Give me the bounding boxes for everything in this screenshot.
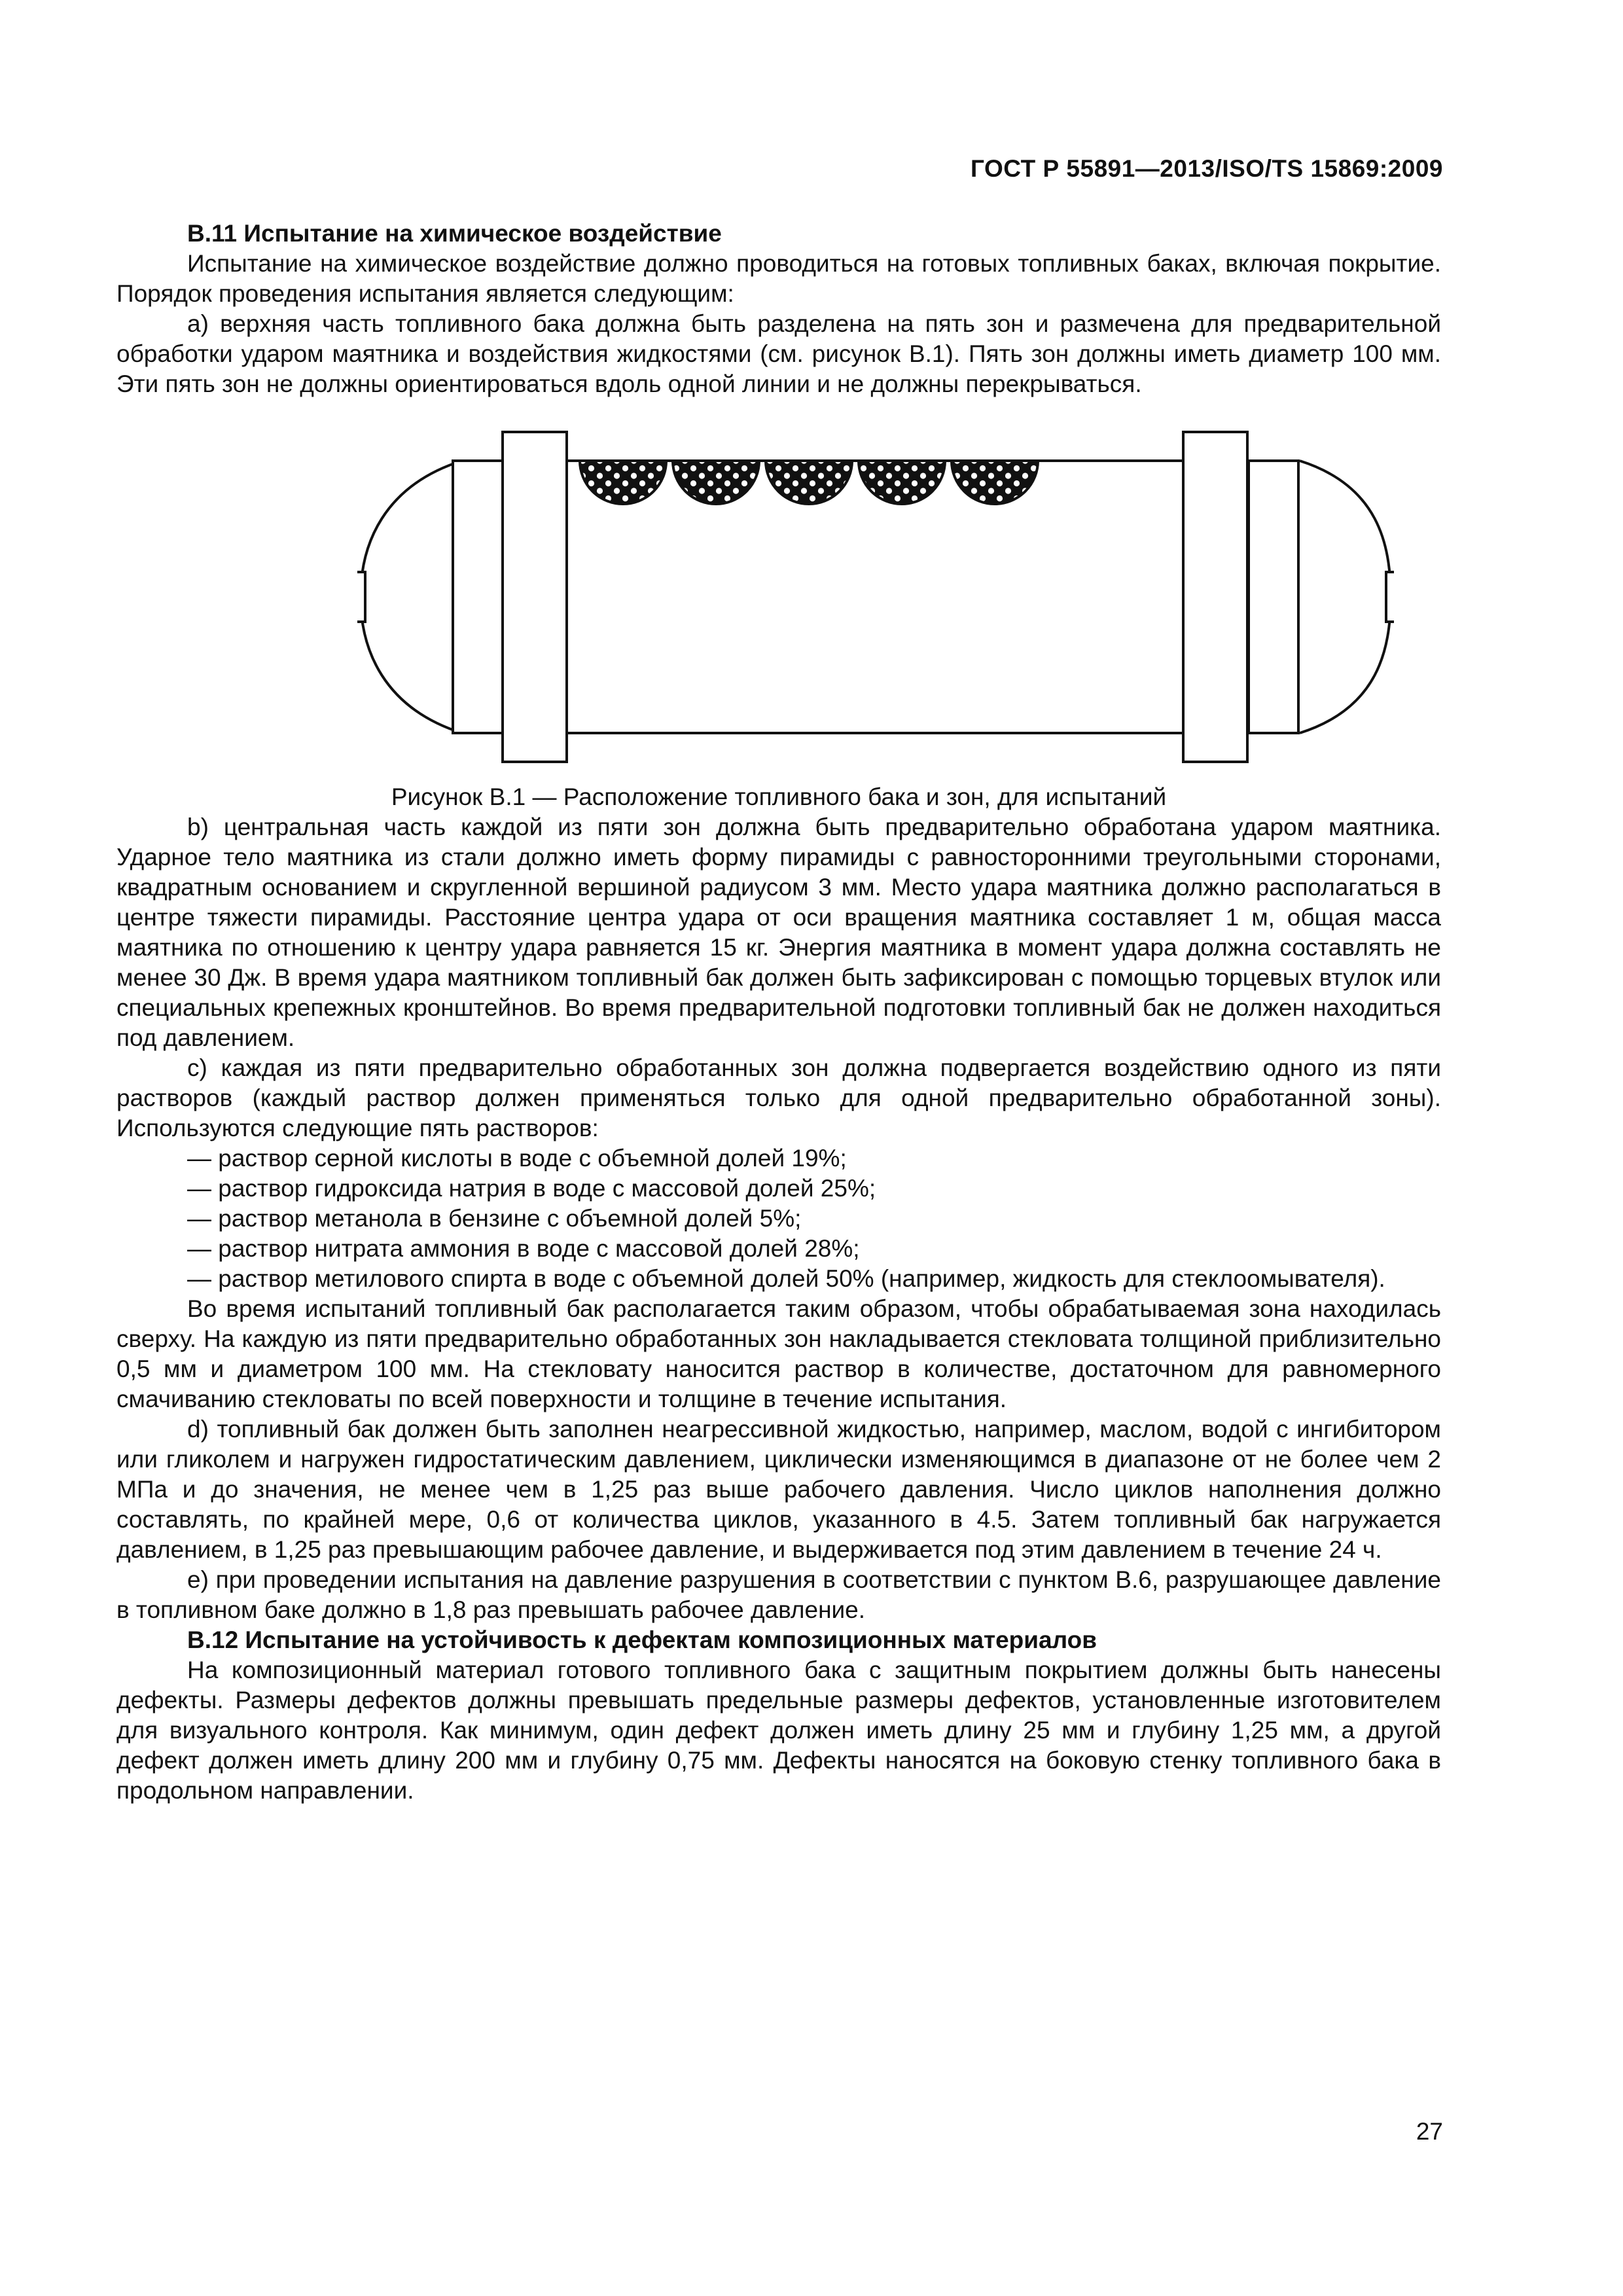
- paragraph: c) каждая из пяти предварительно обработанных зон должна подвергается воздействию одного из пяти растворов (каждый раствор должен применяться только для одной предварительно обработанной зоны). Используются следующие пять растворов:: [116, 1054, 1441, 1141]
- figure-b1: [116, 399, 1441, 782]
- paragraph: d) топливный бак должен быть заполнен неагрессивной жидкостью, например, маслом, водой с ингибитором или гликолем и нагружен гидростатическим давлением, циклически изменяющимся в диапазоне от не более чем 2 МПа и до значения, не менее чем в 1,25 раз выше рабочего давления. Число циклов наполнения должно составлять, по крайней мере, 0,6 от количества циклов, указанного в 4.5. Затем топливный бак нагружается давлением, в 1,25 раз превышающим рабочее давление, и выдерживается под этим давлением в течение 24 ч.: [116, 1416, 1441, 1563]
- section-bottom: [116, 812, 1441, 1806]
- paragraph: — раствор метанола в бензине с объемной долей 5%;: [187, 1205, 802, 1232]
- right-end-fitting: [1386, 572, 1394, 622]
- paragraph: a) верхняя часть топливного бака должна быть разделена на пять зон и размечена для предварительной обработки ударом маятника и воздействия жидкостями (см. рисунок B.1). Пять зон должны иметь диаметр 100 мм. Эти пять зон не должны ориентироваться вдоль одной линии и не должны перекрываться.: [116, 310, 1441, 397]
- fuel-tank-diagram: [357, 427, 1394, 767]
- test-zone-5: [952, 461, 1038, 504]
- figure-caption: Рисунок B.1 — Расположение топливного бака и зон, для испытаний: [391, 783, 1167, 810]
- paragraph: Во время испытаний топливный бак располагается таким образом, чтобы обрабатываемая зона находилась сверху. На каждую из пяти предварительно обработанных зон накладывается стекловата толщиной приблизительно 0,5 мм и диаметром 100 мм. На стекловату наносится раствор в количестве, достаточном для равномерного смачиванию стекловаты по всей поверхности и толщине в течение испытания.: [116, 1295, 1441, 1412]
- test-zone-4: [859, 461, 945, 504]
- right-inner-band: [1249, 461, 1298, 733]
- paragraph: e) при проведении испытания на давление разрушения в соответствии с пунктом B.6, разрушающее давление в топливном баке должно в 1,8 раз превышать рабочее давление.: [116, 1566, 1441, 1623]
- tank-left-dome: [361, 461, 462, 733]
- test-zones: [580, 461, 1038, 504]
- paragraph: — раствор нитрата аммония в воде с массовой долей 28%;: [187, 1235, 860, 1262]
- test-zone-3: [766, 461, 852, 504]
- test-zone-1: [580, 461, 666, 504]
- test-zone-2: [673, 461, 759, 504]
- left-inner-band: [453, 461, 503, 733]
- paragraph: b) центральная часть каждой из пяти зон должна быть предварительно обработана ударом маятника. Ударное тело маятника из стали должно иметь форму пирамиды с равносторонними треугольными сторонами, квадратным основанием и скругленной вершиной радиусом 3 мм. Место удара маятника должно располагаться в центре тяжести пирамиды. Расстояние центра удара от оси вращения маятника составляет 1 м, общая масса маятника по отношению к центру удара равняется 15 кг. Энергия маятника в момент удара должна составлять не менее 30 Дж. В время удара маятником топливный бак должен быть зафиксирован с помощью торцевых втулок или специальных крепежных кронштейнов. Во время предварительной подготовки топливный бак не должен находиться под давлением.: [116, 814, 1441, 1051]
- section-heading: B.12 Испытание на устойчивость к дефектам композиционных материалов: [187, 1626, 1097, 1653]
- paragraph: — раствор гидроксида натрия в воде с массовой долей 25%;: [187, 1175, 876, 1202]
- section-heading: B.11 Испытание на химическое воздействие: [187, 220, 722, 247]
- section-top: [116, 219, 1441, 399]
- tank-right-dome: [1300, 461, 1391, 733]
- left-mounting-bracket: [503, 432, 567, 762]
- document-header: ГОСТ Р 55891—2013/ISO/TS 15869:2009: [971, 155, 1443, 182]
- paragraph: — раствор серной кислоты в воде с объемной долей 19%;: [187, 1145, 847, 1172]
- paragraph: На композиционный материал готового топливного бака с защитным покрытием должны быть нанесены дефекты. Размеры дефектов должны превышать предельные размеры дефектов, установленные изготовителем для визуального контроля. Как минимум, один дефект должен иметь длину 25 мм и глубину 1,25 мм, а другой дефект должен иметь длину 200 мм и глубину 0,75 мм. Дефекты наносятся на боковую стенку топливного бака в продольном направлении.: [116, 1657, 1441, 1804]
- paragraph: Испытание на химическое воздействие должно проводиться на готовых топливных баках, включая покрытие. Порядок проведения испытания является следующим:: [116, 250, 1441, 307]
- document-body: [116, 219, 1441, 1806]
- left-end-fitting: [357, 572, 365, 622]
- paragraph: — раствор метилового спирта в воде с объемной долей 50% (например, жидкость для стеклоомывателя).: [187, 1265, 1385, 1292]
- page-number: 27: [1416, 2118, 1443, 2145]
- right-mounting-bracket: [1183, 432, 1247, 762]
